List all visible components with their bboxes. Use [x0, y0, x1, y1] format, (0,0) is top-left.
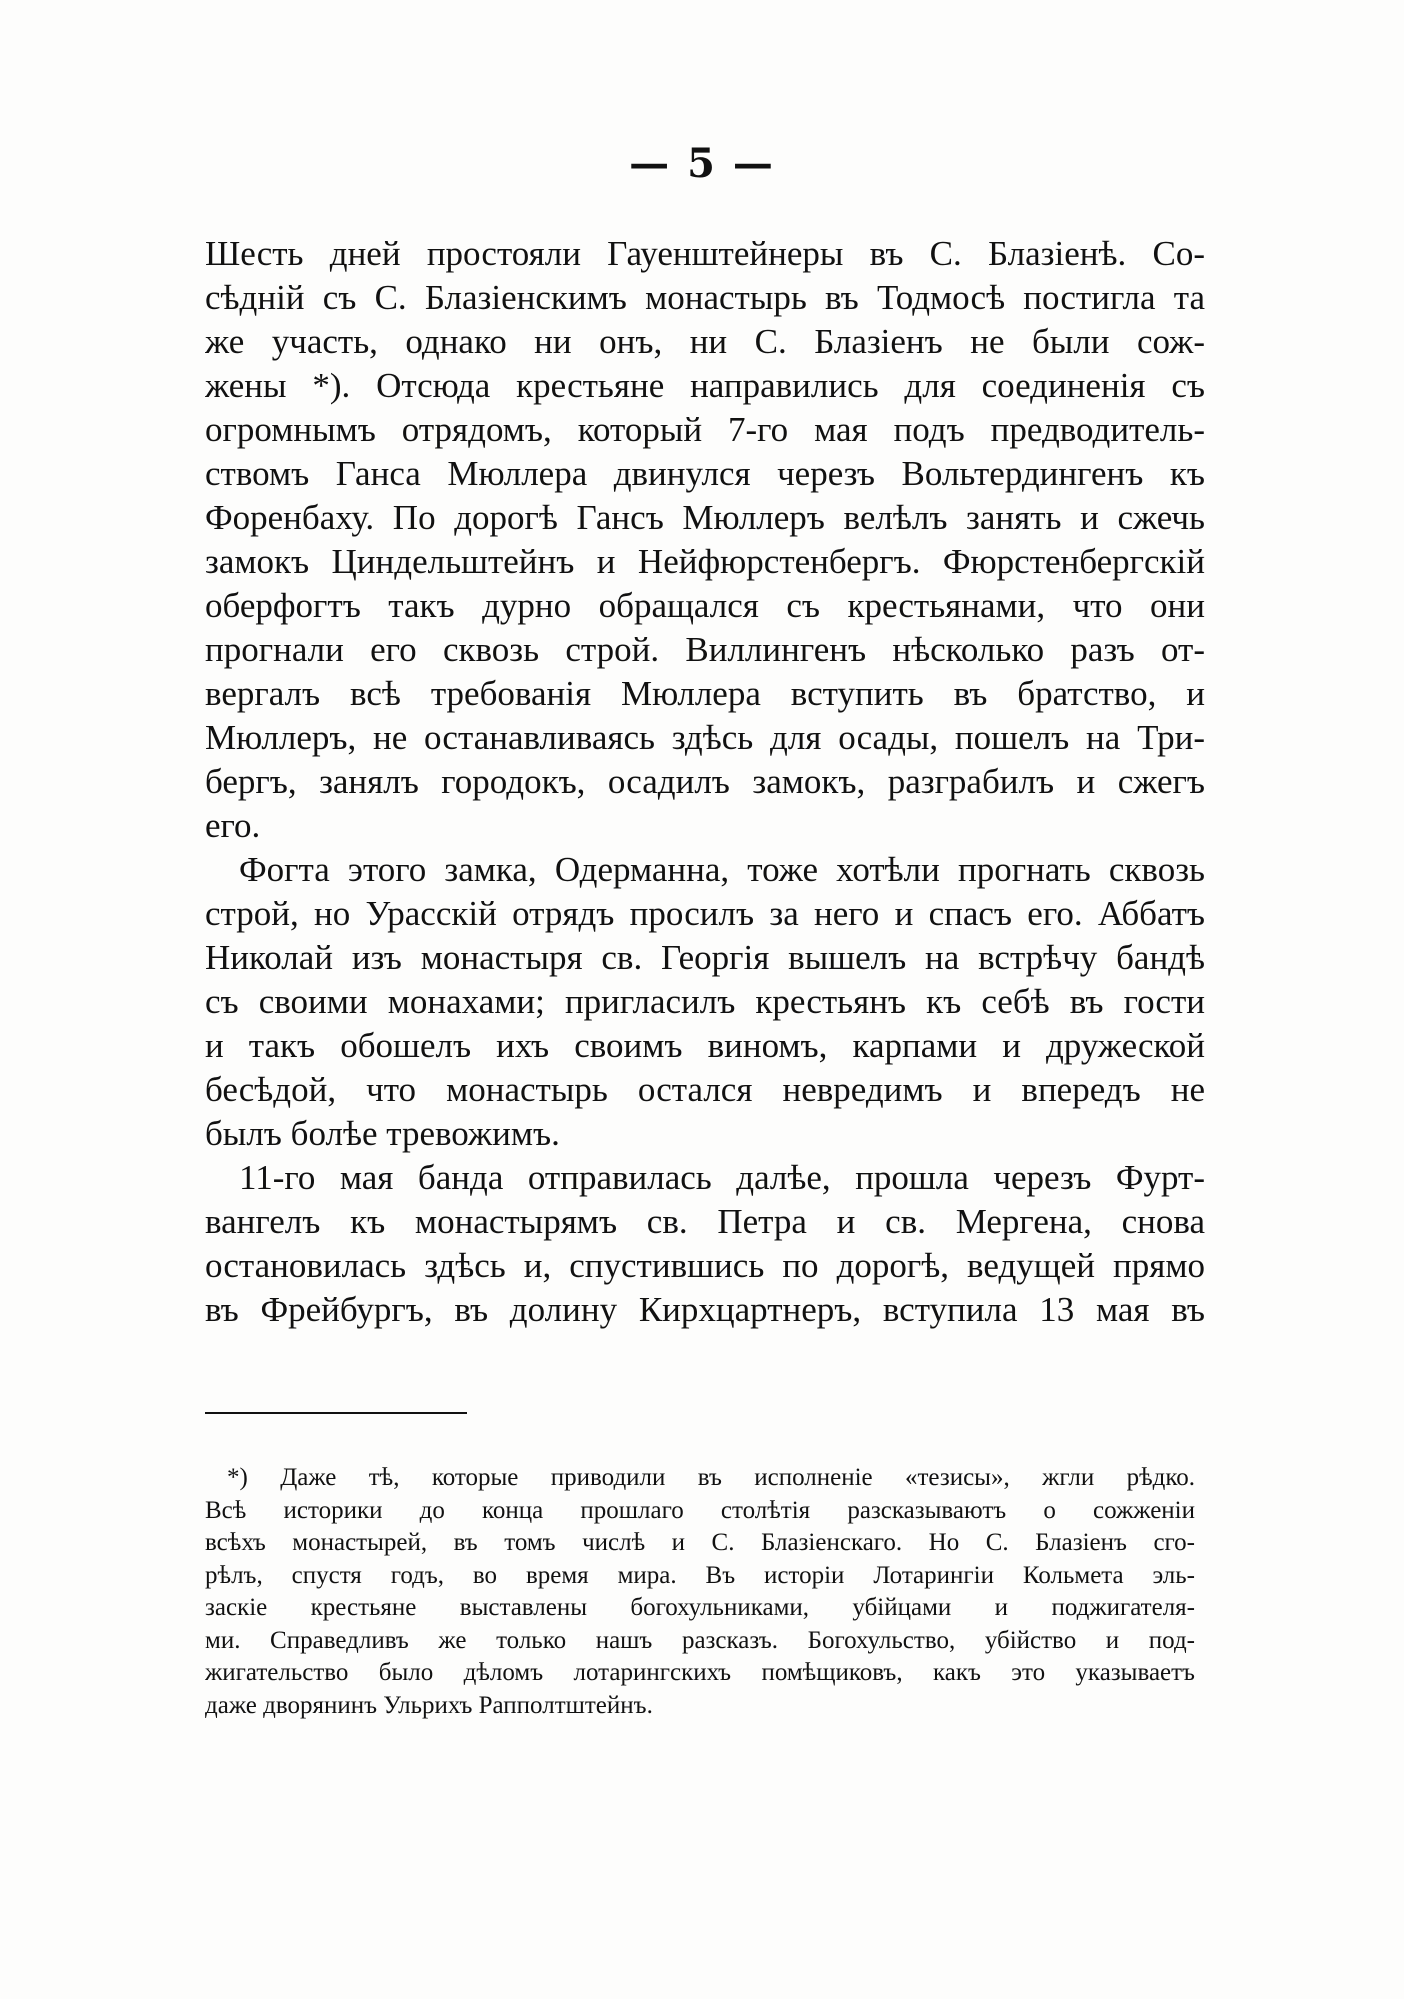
text-line: бергъ, занялъ городокъ, осадилъ замокъ, разграбилъ и сжегъ — [205, 762, 1205, 801]
text-line: съ своими монахами; пригласилъ крестьянъ къ себѣ въ гости — [205, 982, 1205, 1021]
text-line: Николай изъ монастыря св. Георгія вышелъ на встрѣчу бандѣ — [205, 938, 1205, 977]
footnote-line: всѣхъ монастырей, въ томъ числѣ и С. Блазіенскаго. Но С. Блазіенъ сго- — [205, 1529, 1195, 1556]
footnote-line: даже дворянинъ Ульрихъ Рапполтштейнъ. — [205, 1691, 653, 1719]
footnote-line: жигательство было дѣломъ лотарингскихъ помѣщиковъ, какъ это указываетъ — [205, 1659, 1195, 1686]
page-number: — 5 — — [629, 140, 775, 187]
text-line: и такъ обошелъ ихъ своимъ виномъ, карпами и дружеской — [205, 1026, 1205, 1065]
text-line: Фогта этого замка, Одерманна, тоже хотѣли прогнать сквозь — [239, 850, 1205, 889]
footnote-divider — [205, 1412, 467, 1414]
text-line: замокъ Циндельштейнъ и Нейфюрстенбергъ. Фюрстенбергскій — [205, 542, 1205, 581]
text-line: прогнали его сквозь строй. Виллингенъ нѣсколько разъ от- — [205, 630, 1205, 669]
text-line: оберфогтъ такъ дурно обращался съ крестьянами, что они — [205, 586, 1205, 625]
text-line: сѣдній съ С. Блазіенскимъ монастырь въ Тодмосѣ постигла та — [205, 278, 1205, 317]
text-line: вергалъ всѣ требованія Мюллера вступить въ братство, и — [205, 674, 1205, 713]
footnote-line: Всѣ историки до конца прошлаго столѣтія разсказываютъ о сожженіи — [205, 1496, 1195, 1524]
footnote-line: *) Даже тѣ, которые приводили въ исполненіе «тезисы», жгли рѣдко. — [227, 1464, 1195, 1491]
text-line: 11-го мая банда отправилась далѣе, прошла черезъ Фурт- — [239, 1158, 1205, 1197]
footnote-line: заскіе крестьяне выставлены богохульниками, убійцами и поджигателя- — [205, 1594, 1195, 1621]
text-line: Форенбаху. По дорогѣ Гансъ Мюллеръ велѣлъ занять и сжечь — [205, 498, 1205, 537]
text-line: въ Фрейбургъ, въ долину Кирхцартнеръ, вступила 13 мая въ — [205, 1290, 1205, 1329]
text-line: жены *). Отсюда крестьяне направились для соединенія съ — [205, 366, 1205, 405]
text-line: былъ болѣе тревожимъ. — [205, 1114, 560, 1153]
text-line: ствомъ Ганса Мюллера двинулся черезъ Вольтердингенъ къ — [205, 454, 1205, 493]
footnote-line: ми. Справедливъ же только нашъ разсказъ. Богохульство, убійство и под- — [205, 1626, 1195, 1654]
text-line: остановилась здѣсь и, спустившись по дорогѣ, ведущей прямо — [205, 1246, 1205, 1285]
text-line: бесѣдой, что монастырь остался невредимъ и впередъ не — [205, 1070, 1205, 1109]
text-line: же участь, однако ни онъ, ни С. Блазіенъ не были сож- — [205, 322, 1205, 361]
main-text — [205, 232, 1205, 1332]
footnote — [205, 1462, 1195, 1722]
text-line: Мюллеръ, не останавливаясь здѣсь для осады, пошелъ на Три- — [205, 718, 1205, 757]
text-line: Шесть дней простояли Гауенштейнеры въ С. Блазіенѣ. Со- — [205, 234, 1205, 273]
text-line: огромнымъ отрядомъ, который 7-го мая подъ предводитель- — [205, 410, 1205, 449]
text-line: вангелъ къ монастырямъ св. Петра и св. Мергена, снова — [205, 1202, 1205, 1241]
text-line: строй, но Урасскій отрядъ просилъ за него и спасъ его. Аббатъ — [205, 894, 1205, 933]
text-line: его. — [205, 806, 261, 845]
footnote-line: рѣлъ, спустя годъ, во время мира. Въ исторіи Лотарингіи Кольмета эль- — [205, 1561, 1195, 1589]
